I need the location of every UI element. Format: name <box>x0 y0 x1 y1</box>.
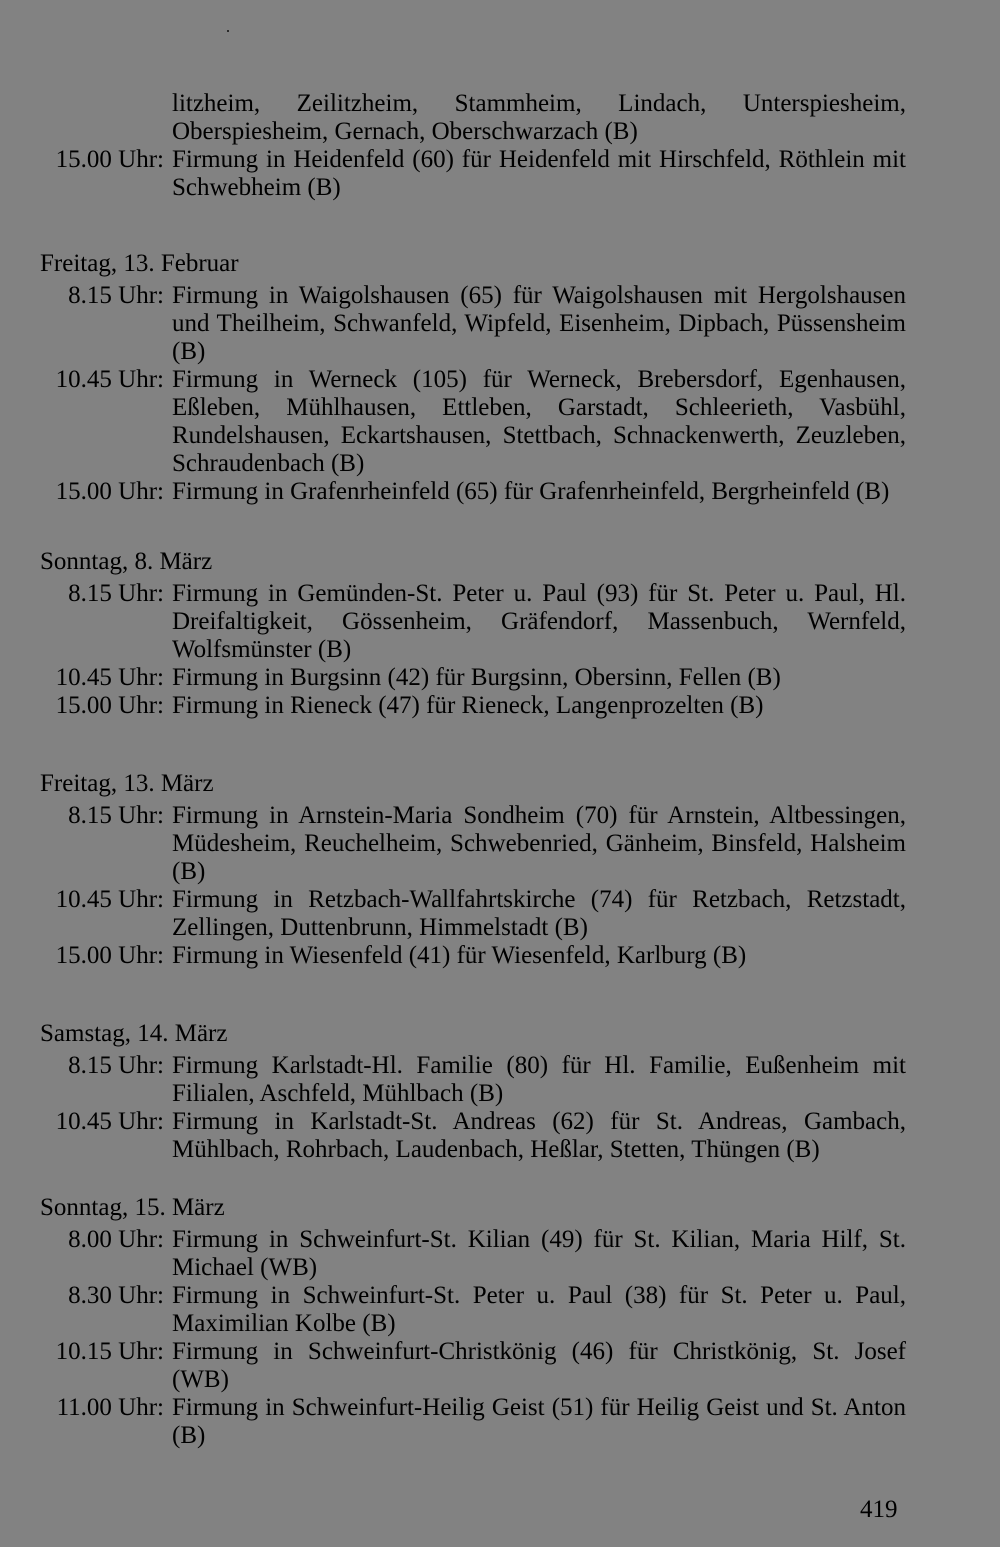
schedule-entry <box>40 1338 906 1394</box>
day-heading: Samstag, 14. März <box>40 1020 228 1047</box>
entry-text: Firmung in Wiesenfeld (41) für Wiesenfeld, Karlburg (B) <box>172 942 747 969</box>
schedule-entry <box>40 1394 906 1450</box>
schedule-entry <box>40 1052 906 1108</box>
entry-time: 8.15 Uhr: <box>68 1052 164 1079</box>
entry-text: Firmung in Gemünden-St. Peter u. Paul (93) für St. Peter u. Paul, Hl. Dreifaltigkeit, Gössenheim, Gräfendorf, Massenbuch, Wernfeld, Wolfsmünster (B) <box>172 580 906 663</box>
schedule-entry <box>40 692 906 720</box>
entry-text: Firmung in Burgsinn (42) für Burgsinn, Obersinn, Fellen (B) <box>172 664 781 691</box>
day-heading: Sonntag, 15. März <box>40 1194 225 1221</box>
entry-time: 10.15 Uhr: <box>55 1338 164 1365</box>
day-heading: Sonntag, 8. März <box>40 548 213 575</box>
entry-text: Firmung in Retzbach-Wallfahrtskirche (74) für Retzbach, Retzstadt, Zellingen, Duttenbrunn, Himmelstadt (B) <box>172 886 906 941</box>
section-1 <box>40 250 906 506</box>
schedule-entry <box>40 802 906 886</box>
entry-text: Firmung in Schweinfurt-Christkönig (46) für Christkönig, St. Josef (WB) <box>172 1338 906 1393</box>
schedule-entry <box>40 1226 906 1282</box>
entry-time: 10.45 Uhr: <box>55 1108 164 1135</box>
day-heading: Freitag, 13. Februar <box>40 250 239 277</box>
schedule-entry <box>40 580 906 664</box>
entry-time: 15.00 Uhr: <box>55 478 164 505</box>
schedule-entry <box>40 478 906 506</box>
section-5 <box>40 1194 906 1450</box>
entry-time: 15.00 Uhr: <box>55 692 164 719</box>
section-4 <box>40 1020 906 1164</box>
schedule-entry <box>40 1108 906 1164</box>
entry-text: Firmung in Schweinfurt-Heilig Geist (51) für Heilig Geist und St. Anton (B) <box>172 1394 906 1449</box>
entry-text: Firmung in Karlstadt-St. Andreas (62) für St. Andreas, Gambach, Mühlbach, Rohrbach, Laudenbach, Heßlar, Stetten, Thüngen (B) <box>172 1108 906 1163</box>
entry-time: 8.15 Uhr: <box>68 580 164 607</box>
page-body <box>40 90 906 1450</box>
entry-time: 8.30 Uhr: <box>68 1282 164 1309</box>
section-0 <box>40 146 906 202</box>
entry-time: 15.00 Uhr: <box>55 942 164 969</box>
entry-time: 8.15 Uhr: <box>68 282 164 309</box>
page-number: 419 <box>860 1496 898 1523</box>
schedule-entry <box>40 886 906 942</box>
entry-text: Firmung in Arnstein-Maria Sondheim (70) für Arnstein, Altbessingen, Müdesheim, Reuchelheim, Schwebenried, Gänheim, Binsfeld, Halsheim (B) <box>172 802 906 885</box>
entry-time: 10.45 Uhr: <box>55 664 164 691</box>
schedule-entry <box>40 366 906 478</box>
entry-time: 11.00 Uhr: <box>56 1394 164 1421</box>
entry-time: 15.00 Uhr: <box>55 146 164 173</box>
entry-text: Firmung in Schweinfurt-St. Peter u. Paul (38) für St. Peter u. Paul, Maximilian Kolbe (B) <box>172 1282 906 1337</box>
scan-speck <box>227 30 229 32</box>
schedule-entry <box>40 664 906 692</box>
entry-text: Firmung in Heidenfeld (60) für Heidenfeld mit Hirschfeld, Röthlein mit Schwebheim (B) <box>172 146 906 201</box>
entry-text: Firmung in Schweinfurt-St. Kilian (49) für St. Kilian, Maria Hilf, St. Michael (WB) <box>172 1226 906 1281</box>
day-heading: Freitag, 13. März <box>40 770 214 797</box>
continuation-text: litzheim, Zeilitzheim, Stammheim, Lindach, Unterspiesheim, Oberspiesheim, Gernach, Oberschwarzach (B) <box>172 90 906 145</box>
entry-time: 8.15 Uhr: <box>68 802 164 829</box>
schedule-entry <box>40 1282 906 1338</box>
entry-text: Firmung in Waigolshausen (65) für Waigolshausen mit Hergolshausen und Theilheim, Schwanfeld, Wipfeld, Eisenheim, Dipbach, Püssensheim (B) <box>172 282 906 365</box>
section-2 <box>40 548 906 720</box>
entry-text: Firmung in Rieneck (47) für Rieneck, Langenprozelten (B) <box>172 692 764 719</box>
entry-text: Firmung in Werneck (105) für Werneck, Brebersdorf, Egenhausen, Eßleben, Mühlhausen, Ettleben, Garstadt, Schleerieth, Vasbühl, Rundelshausen, Eckartshausen, Stettbach, Schnackenwerth, Zeuzleben, Schraudenbach (B) <box>172 366 906 477</box>
schedule-entry <box>40 282 906 366</box>
entry-text: Firmung in Grafenrheinfeld (65) für Grafenrheinfeld, Bergrheinfeld (B) <box>172 478 890 505</box>
section-3 <box>40 770 906 970</box>
entry-text: Firmung Karlstadt-Hl. Familie (80) für Hl. Familie, Eußenheim mit Filialen, Aschfeld, Mühlbach (B) <box>172 1052 906 1107</box>
entry-time: 10.45 Uhr: <box>55 366 164 393</box>
entry-time: 10.45 Uhr: <box>55 886 164 913</box>
entry-time: 8.00 Uhr: <box>68 1226 164 1253</box>
schedule-entry <box>40 942 906 970</box>
schedule-entry <box>40 146 906 202</box>
